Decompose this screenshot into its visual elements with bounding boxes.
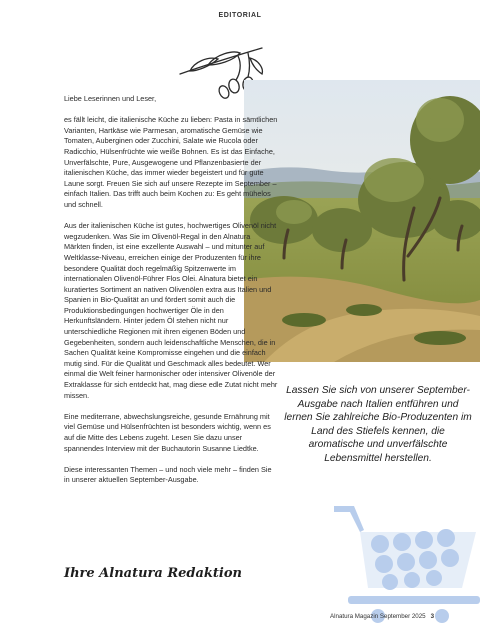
body-paragraph: Eine mediterrane, abwechslungsreiche, gesunde Ernährung mit viel Gemüse und Hülsenfrüchten ist besonders wichtig, wenn es auf die Mitte des Lebens zugeht. Lesen Sie dazu unser spannendes Interview mit der Buchautorin Susanne Liedtke.: [64, 411, 271, 453]
editorial-body: [64, 94, 278, 497]
body-paragraph: Aus der italienischen Küche ist gutes, hochwertiges Olivenöl nicht wegzudenken. Was Sie im Olivenöl-Regal in den Alnatura Märkten finden, ist eine exzellente Auswahl – und mitunter auf Weltklasse-Niveau, erreichen einige der Produzenten für ihre besondere Qualität doch regelmäßig Spitzenwerte im internationalen Olivenöl-Führer Flos Olei. Alnatura bietet ein kuratiertes Sortiment an nativen Olivenölen extra aus Italien und Spanien in Bio-Qualität an und fördert somit auch die Produktionsbedingungen hochwertiger Öle in den Herkunftsländern. Hinter jedem Öl stehen nicht nur unterschiedliche Regionen mit ihren eigenen Böden und Gegebenheiten, sondern auch leidenschaftliche Menschen, die in Sachen Qualität keine Kompromisse eingehen und die einfach mutig sind. Für die Qualität und Geschmack alles bedeutet. Wer einmal die Welt feiner harmonischer oder intensiver Olivenöle der Extraklasse für sich entdeckt hat, mag diese edle Zutat nicht mehr missen.: [64, 221, 278, 400]
greeting: Liebe Leserinnen und Leser,: [64, 94, 157, 103]
olive-twig: [248, 53, 250, 77]
pull-quote: Lassen Sie sich von unserer September-Ausgabe nach Italien entführen und lernen Sie zahlreiche Bio-Produzenten im Land des Stiefels kennen, die aromatische und unverfälschte Lebensmittel herstellen.: [284, 385, 472, 464]
olive-twig: [236, 56, 240, 80]
section-header: EDITORIAL: [218, 12, 262, 19]
olive-leaf: [250, 58, 262, 74]
page-number: 3: [430, 613, 435, 620]
body-paragraph: Diese interessanten Themen – und noch viele mehr – finden Sie in unserer aktuellen September-Ausgabe.: [64, 464, 272, 485]
body-paragraph: es fällt leicht, die italienische Küche zu lieben: Pasta in sämtlichen Varianten, Hartkäse wie Parmesan, aromatische Gemüse wie Tomaten, Auberginen oder Zucchini, Salate wie Rucola oder Radicchio, Hülsenfrüchte wie weiße Bohnen. Es ist das Einfache, Unverfälschte, Pure, Ausgewogene und Pflanzenbasierte der italienischen Küche, das immer wieder begeistert und für gute Laune sorgt. Freuen Sie sich auf unsere Rezepte im September – einfach Italien. Das trifft auch beim Kochen zu: Es geht mühelos und schnell.: [64, 115, 278, 209]
page-footer: [330, 613, 434, 620]
shopping-cart-icon: [330, 476, 480, 626]
magazine-name: Alnatura Magazin September 2025: [330, 613, 426, 620]
olive-grove-photo: [244, 80, 480, 362]
signature: Ihre Alnatura Redaktion: [64, 566, 242, 581]
olive-fruit: [227, 78, 240, 94]
